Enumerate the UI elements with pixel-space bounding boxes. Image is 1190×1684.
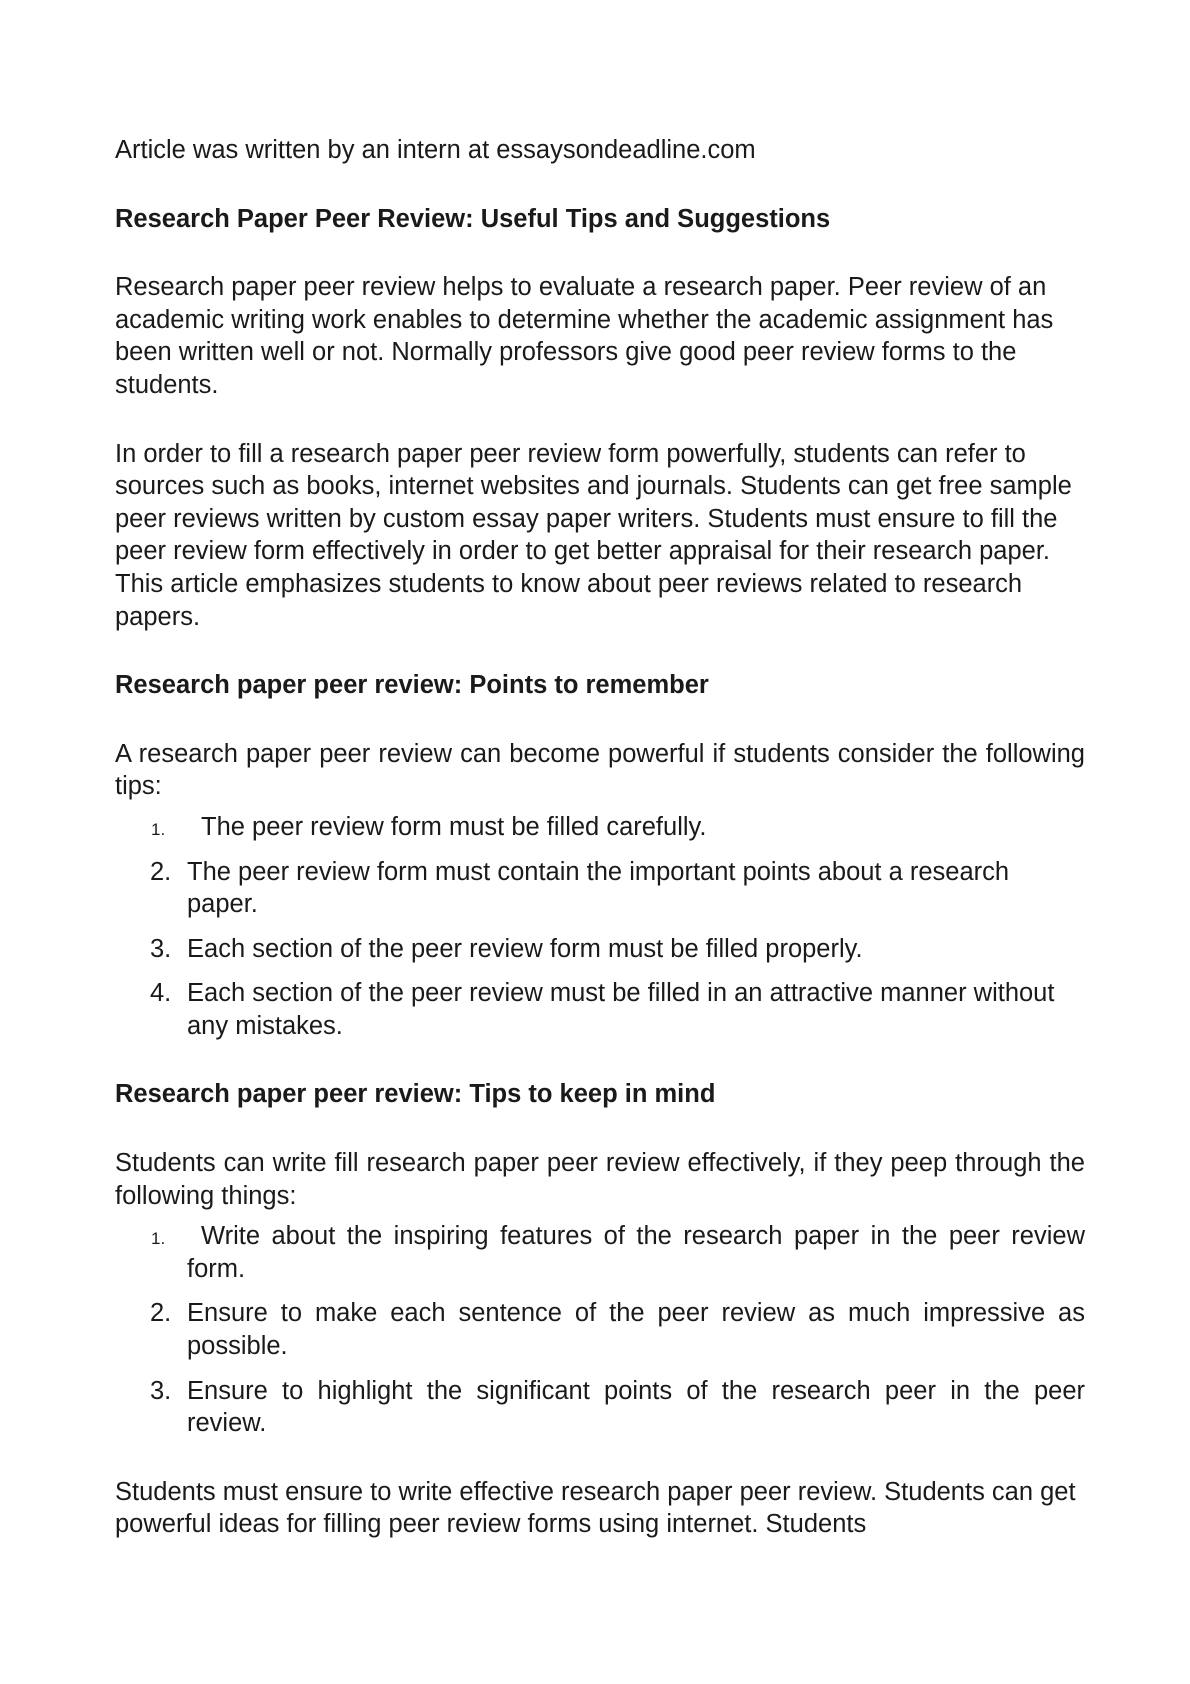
paragraph-closing: Students must ensure to write effective research paper peer review. Students can get powerful ideas for filling peer review forms using internet. Students <box>115 1477 1076 1539</box>
section-heading-tips: Research paper peer review: Tips to keep in mind <box>115 1080 716 1109</box>
list-item-number: 2. <box>150 1299 172 1328</box>
list-item <box>115 977 1085 1042</box>
list-item <box>115 811 1085 844</box>
document-body <box>115 134 1085 1577</box>
tips-list <box>115 1220 1085 1440</box>
list-item-number: 2. <box>150 857 172 886</box>
list-item <box>115 856 1085 921</box>
list-item-text: Each section of the peer review must be filled in an attractive manner without any mistakes. <box>187 979 1055 1040</box>
list-item-text: Ensure to make each sentence of the peer review as much impressive as possible. <box>187 1299 1085 1361</box>
section-heading-points: Research paper peer review: Points to remember <box>115 671 709 700</box>
list-item-text: Ensure to highlight the significant points of the research peer in the peer review. <box>187 1376 1085 1438</box>
list-item-number: 1. <box>151 819 166 839</box>
list-item-number: 3. <box>150 1376 172 1405</box>
list-item <box>115 1220 1085 1285</box>
list-item-text: Each section of the peer review form must be filled properly. <box>187 934 863 963</box>
list-item-text: Write about the inspiring features of the research paper in the peer review form. <box>187 1222 1085 1283</box>
list-item-number: 3. <box>150 934 172 963</box>
paragraph-intro: Research paper peer review helps to evaluate a research paper. Peer review of an academic writing work enables to determine whether the academic assignment has been written well or not. Normally professors give good peer review forms to the students. <box>115 273 1054 399</box>
section-intro-tips: Students can write fill research paper peer review effectively, if they peep through the following things: <box>115 1149 1085 1210</box>
list-item <box>115 1375 1085 1440</box>
section-intro-points: A research paper peer review can become powerful if students consider the following tips: <box>115 739 1085 801</box>
byline: Article was written by an intern at essaysondeadline.com <box>115 136 756 164</box>
list-item-number: 4. <box>150 979 172 1008</box>
list-item <box>115 1297 1085 1362</box>
list-item-number: 1. <box>151 1229 166 1249</box>
list-item-text: The peer review form must contain the important points about a research paper. <box>187 857 1010 919</box>
page-title: Research Paper Peer Review: Useful Tips and Suggestions <box>115 204 831 233</box>
paragraph-sources: In order to fill a research paper peer review form powerfully, students can refer to sources such as books, internet websites and journals. Students can get free sample peer reviews written by custom essay paper writers. Students must ensure to fill the peer review form effectively in order to get better appraisal for their research paper. This article emphasizes students to know about peer reviews related to research papers. <box>115 439 1072 631</box>
list-item <box>115 933 1085 966</box>
list-item-text: The peer review form must be filled carefully. <box>201 812 707 841</box>
points-list <box>115 811 1085 1043</box>
